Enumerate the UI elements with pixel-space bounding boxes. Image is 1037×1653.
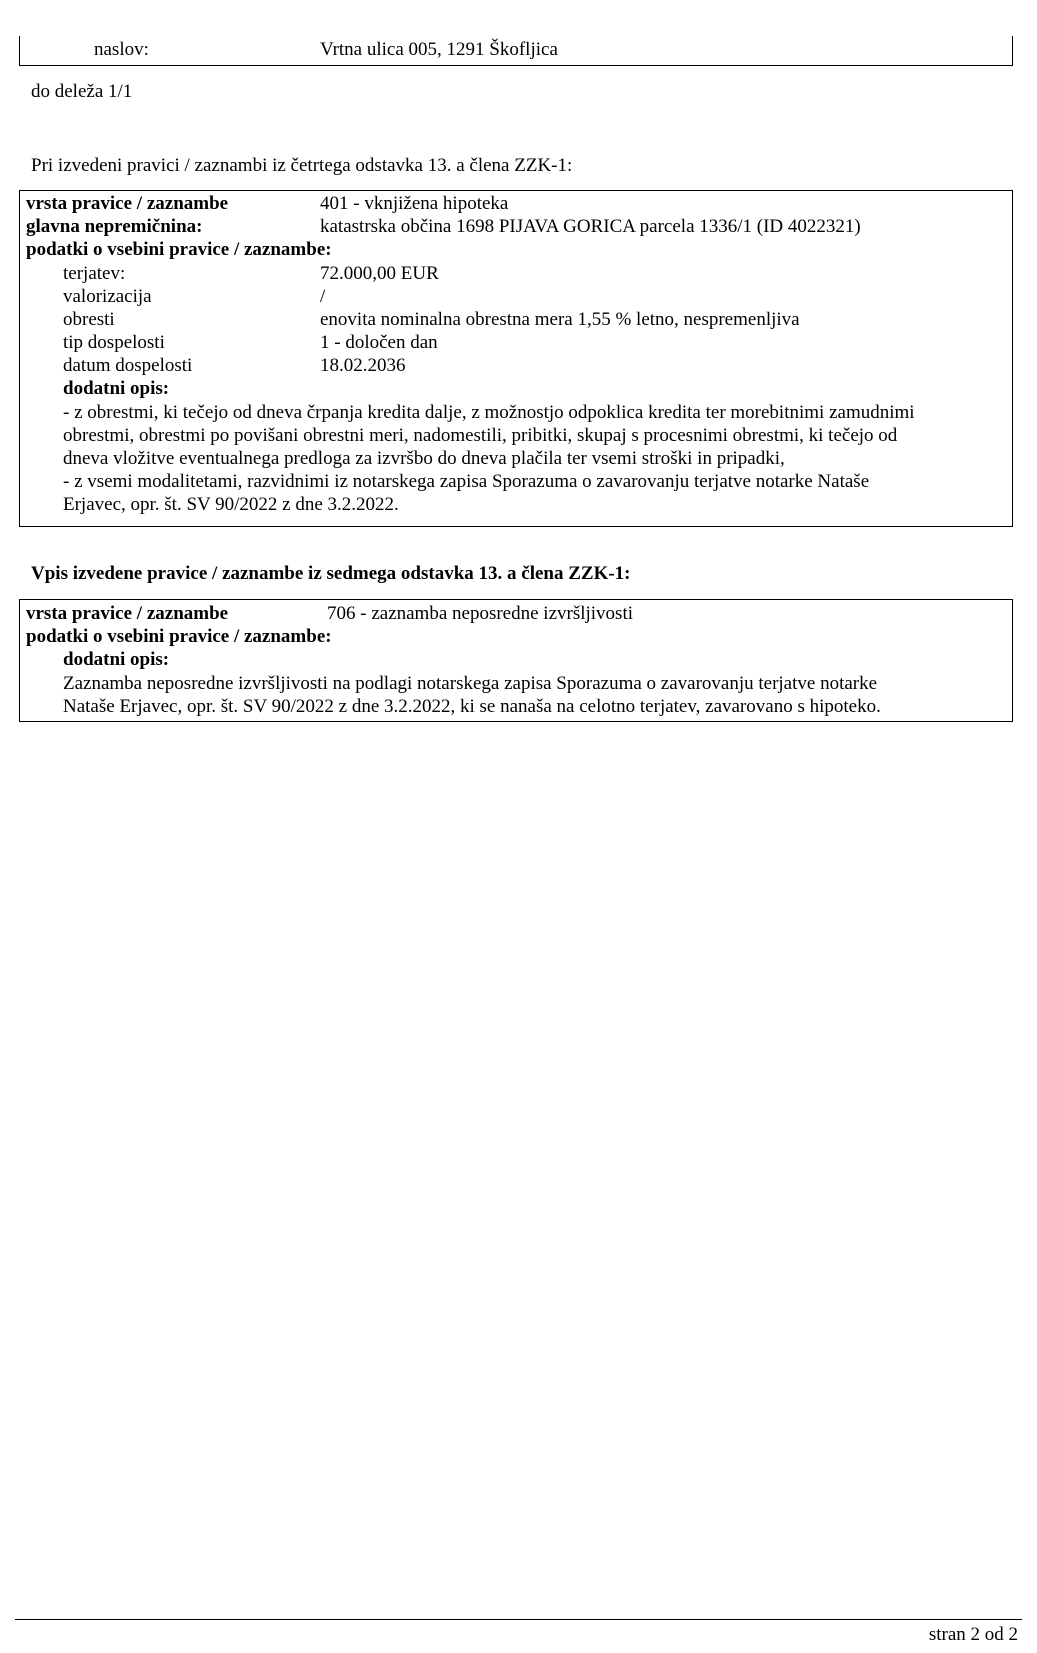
enforceability-box: [19, 599, 1013, 722]
field-value: enovita nominalna obrestna mera 1,55 % letno, nespremenljiva: [320, 309, 800, 330]
field-label: valorizacija: [63, 286, 152, 307]
share-text: do deleža 1/1: [31, 81, 133, 102]
field-label: terjatev:: [63, 263, 126, 284]
field-label: tip dospelosti: [63, 332, 165, 353]
address-label: naslov:: [94, 39, 149, 60]
field-label: obresti: [63, 309, 115, 330]
main-property-row: [20, 215, 1012, 239]
field-row: [20, 354, 1012, 378]
extra-line: - z vsemi modalitetami, razvidnimi iz notarskega zapisa Sporazuma o zavarovanju terjatve notarke Nataše: [63, 471, 870, 492]
section2-heading: Vpis izvedene pravice / zaznambe iz sedmega odstavka 13. a člena ZZK-1:: [31, 563, 631, 584]
type-label: vrsta pravice / zaznambe: [26, 193, 229, 214]
content-row: [20, 625, 1012, 649]
address-value: Vrtna ulica 005, 1291 Škofljica: [320, 39, 558, 60]
content-label: podatki o vsebini pravice / zaznambe:: [26, 626, 332, 647]
field-label: datum dospelosti: [63, 355, 193, 376]
field-value: 72.000,00 EUR: [320, 263, 439, 284]
extra-line: dneva vložitve eventualnega predloga za izvršbo do dneva plačila ter vsemi stroški in pripadki,: [63, 448, 785, 469]
main-property-label: glavna nepremičnina:: [26, 216, 203, 237]
type-row: [20, 192, 1012, 216]
field-value: 1 - določen dan: [320, 332, 438, 353]
section1-heading: Pri izvedeni pravici / zaznambi iz četrtega odstavka 13. a člena ZZK-1:: [31, 155, 573, 176]
extra-label: dodatni opis:: [63, 378, 170, 399]
content-row: [20, 238, 1012, 262]
main-property-value: katastrska občina 1698 PIJAVA GORICA parcela 1336/1 (ID 4022321): [320, 216, 861, 237]
field-row: [20, 308, 1012, 332]
extra-line: Erjavec, opr. št. SV 90/2022 z dne 3.2.2022.: [63, 494, 399, 515]
type-value: 401 - vknjižena hipoteka: [320, 193, 509, 214]
extra-line: Nataše Erjavec, opr. št. SV 90/2022 z dne 3.2.2022, ki se nanaša na celotno terjatev, zavarovano s hipoteko.: [63, 696, 881, 717]
page-number: stran 2 od 2: [928, 1624, 1018, 1645]
footer-divider: [15, 1619, 1022, 1620]
extra-line: obrestmi, obrestmi po povišani obrestni meri, nadomestili, pribitki, skupaj s procesnimi obrestmi, ki tečejo od: [63, 425, 898, 446]
field-value: 18.02.2036: [320, 355, 406, 376]
extra-row: [20, 648, 1012, 672]
mortgage-box: [19, 190, 1013, 527]
field-row: [20, 331, 1012, 355]
type-label: vrsta pravice / zaznambe: [26, 603, 229, 624]
extra-label: dodatni opis:: [63, 649, 170, 670]
extra-row: [20, 377, 1012, 401]
type-row: [20, 602, 1012, 626]
field-row: [20, 285, 1012, 309]
extra-line: - z obrestmi, ki tečejo od dneva črpanja kredita dalje, z možnostjo odpoklica kredita ter morebitnimi zamudnimi: [63, 402, 915, 423]
content-label: podatki o vsebini pravice / zaznambe:: [26, 239, 332, 260]
field-row: [20, 262, 1012, 286]
type-value: 706 - zaznamba neposredne izvršljivosti: [327, 603, 634, 624]
extra-line: Zaznamba neposredne izvršljivosti na podlagi notarskega zapisa Sporazuma o zavarovanju terjatve notarke: [63, 673, 878, 694]
field-value: /: [320, 286, 326, 307]
